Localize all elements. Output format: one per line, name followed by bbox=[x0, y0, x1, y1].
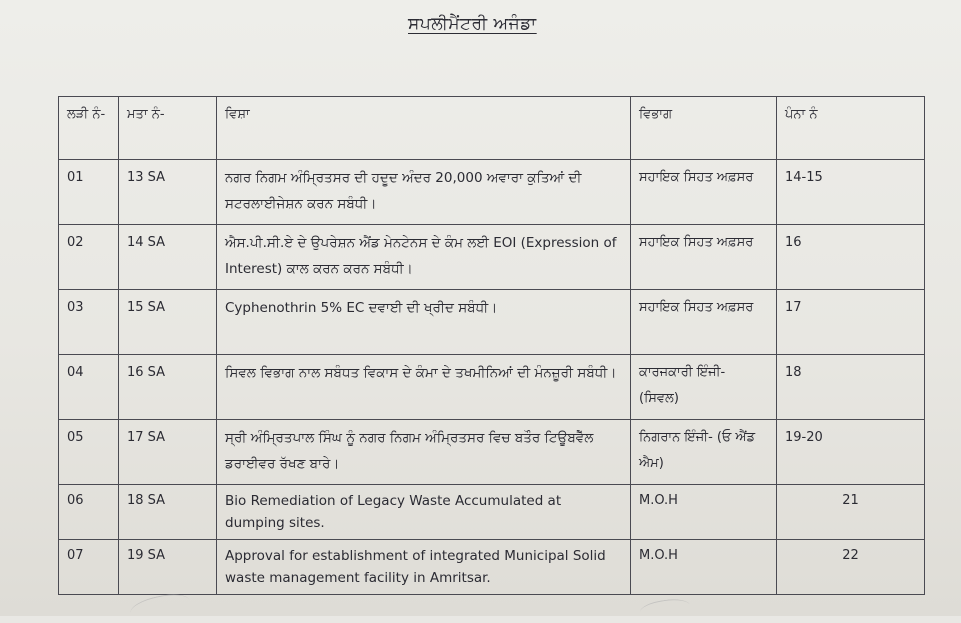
resolution-cell: 13 SA bbox=[119, 160, 217, 225]
serial-cell: 03 bbox=[59, 290, 119, 355]
page-cell: 19-20 bbox=[777, 420, 925, 485]
serial-cell: 05 bbox=[59, 420, 119, 485]
subject-cell: ਸ੍ਰੀ ਅੰਮ੍ਰਿਤਪਾਲ ਸਿੰਘ ਨੂੰ ਨਗਰ ਨਿਗਮ ਅੰਮ੍ਰਿਤਸਰ ਵਿਚ ਬਤੌਰ ਟਿਊਬਵੈੱਲ ਡਰਾਈਵਰ ਰੱਖਣ ਬਾਰੇ। bbox=[217, 420, 631, 485]
serial-cell: 07 bbox=[59, 540, 119, 595]
subject-cell: ਐਸ.ਪੀ.ਸੀ.ਏ ਦੇ ਉਪਰੇਸ਼ਨ ਐਂਡ ਮੇਨਟੇਨਸ ਦੇ ਕੰਮ ਲਈ EOI (Expression of Interest) ਕਾਲ ਕਰਨ ਕਰਨ ਸਬੰਧੀ। bbox=[217, 225, 631, 290]
table-row bbox=[59, 225, 925, 290]
page-cell: 18 bbox=[777, 355, 925, 420]
header-page: ਪੰਨਾ ਨੰ bbox=[777, 97, 925, 160]
agenda-table bbox=[58, 96, 925, 595]
page-cell: 17 bbox=[777, 290, 925, 355]
department-cell: ਸਹਾਇਕ ਸਿਹਤ ਅਫ਼ਸਰ bbox=[631, 160, 777, 225]
department-cell: M.O.H bbox=[631, 540, 777, 595]
page-cell: 16 bbox=[777, 225, 925, 290]
serial-cell: 02 bbox=[59, 225, 119, 290]
page-cell: 21 bbox=[777, 485, 925, 540]
department-cell: ਸਹਾਇਕ ਸਿਹਤ ਅਫ਼ਸਰ bbox=[631, 225, 777, 290]
subject-cell: ਨਗਰ ਨਿਗਮ ਅੰਮ੍ਰਿਤਸਰ ਦੀ ਹਦੂਦ ਅੰਦਰ 20,000 ਅਵਾਰਾ ਕੁਤਿਆਂ ਦੀ ਸਟਰਲਾਈਜੇਸ਼ਨ ਕਰਨ ਸਬੰਧੀ। bbox=[217, 160, 631, 225]
department-cell: M.O.H bbox=[631, 485, 777, 540]
serial-cell: 04 bbox=[59, 355, 119, 420]
table-row bbox=[59, 485, 925, 540]
page-cell: 14-15 bbox=[777, 160, 925, 225]
table-row bbox=[59, 290, 925, 355]
subject-cell: Cyphenothrin 5% EC ਦਵਾਈ ਦੀ ਖ੍ਰੀਦ ਸਬੰਧੀ। bbox=[217, 290, 631, 355]
department-cell: ਕਾਰਜਕਾਰੀ ਇੰਜੀ- (ਸਿਵਲ) bbox=[631, 355, 777, 420]
table-row bbox=[59, 540, 925, 595]
resolution-cell: 16 SA bbox=[119, 355, 217, 420]
table-header-row bbox=[59, 97, 925, 160]
header-serial: ਲੜੀ ਨੰ- bbox=[59, 97, 119, 160]
table-row bbox=[59, 420, 925, 485]
table-row bbox=[59, 160, 925, 225]
table-row bbox=[59, 355, 925, 420]
resolution-cell: 19 SA bbox=[119, 540, 217, 595]
serial-cell: 06 bbox=[59, 485, 119, 540]
subject-cell: ਸਿਵਲ ਵਿਭਾਗ ਨਾਲ ਸਬੰਧਤ ਵਿਕਾਸ ਦੇ ਕੰਮਾ ਦੇ ਤਖਮੀਨਿਆਂ ਦੀ ਮੰਨਜ਼ੂਰੀ ਸਬੰਧੀ। bbox=[217, 355, 631, 420]
department-cell: ਸਹਾਇਕ ਸਿਹਤ ਅਫ਼ਸਰ bbox=[631, 290, 777, 355]
resolution-cell: 17 SA bbox=[119, 420, 217, 485]
header-department: ਵਿਭਾਗ bbox=[631, 97, 777, 160]
department-cell: ਨਿਗਰਾਨ ਇੰਜੀ- (ਓ ਐਂਡ ਐਮ) bbox=[631, 420, 777, 485]
paper-mark bbox=[639, 597, 691, 621]
page-cell: 22 bbox=[777, 540, 925, 595]
subject-cell: Bio Remediation of Legacy Waste Accumulated at dumping sites. bbox=[217, 485, 631, 540]
resolution-cell: 18 SA bbox=[119, 485, 217, 540]
serial-cell: 01 bbox=[59, 160, 119, 225]
resolution-cell: 15 SA bbox=[119, 290, 217, 355]
header-subject: ਵਿਸ਼ਾ bbox=[217, 97, 631, 160]
subject-cell: Approval for establishment of integrated Municipal Solid waste management facility in Amritsar. bbox=[217, 540, 631, 595]
header-resolution: ਮਤਾ ਨੰ- bbox=[119, 97, 217, 160]
resolution-cell: 14 SA bbox=[119, 225, 217, 290]
page-title: ਸਪਲੀਮੈਂਟਰੀ ਅਜੰਡਾ bbox=[408, 14, 537, 34]
